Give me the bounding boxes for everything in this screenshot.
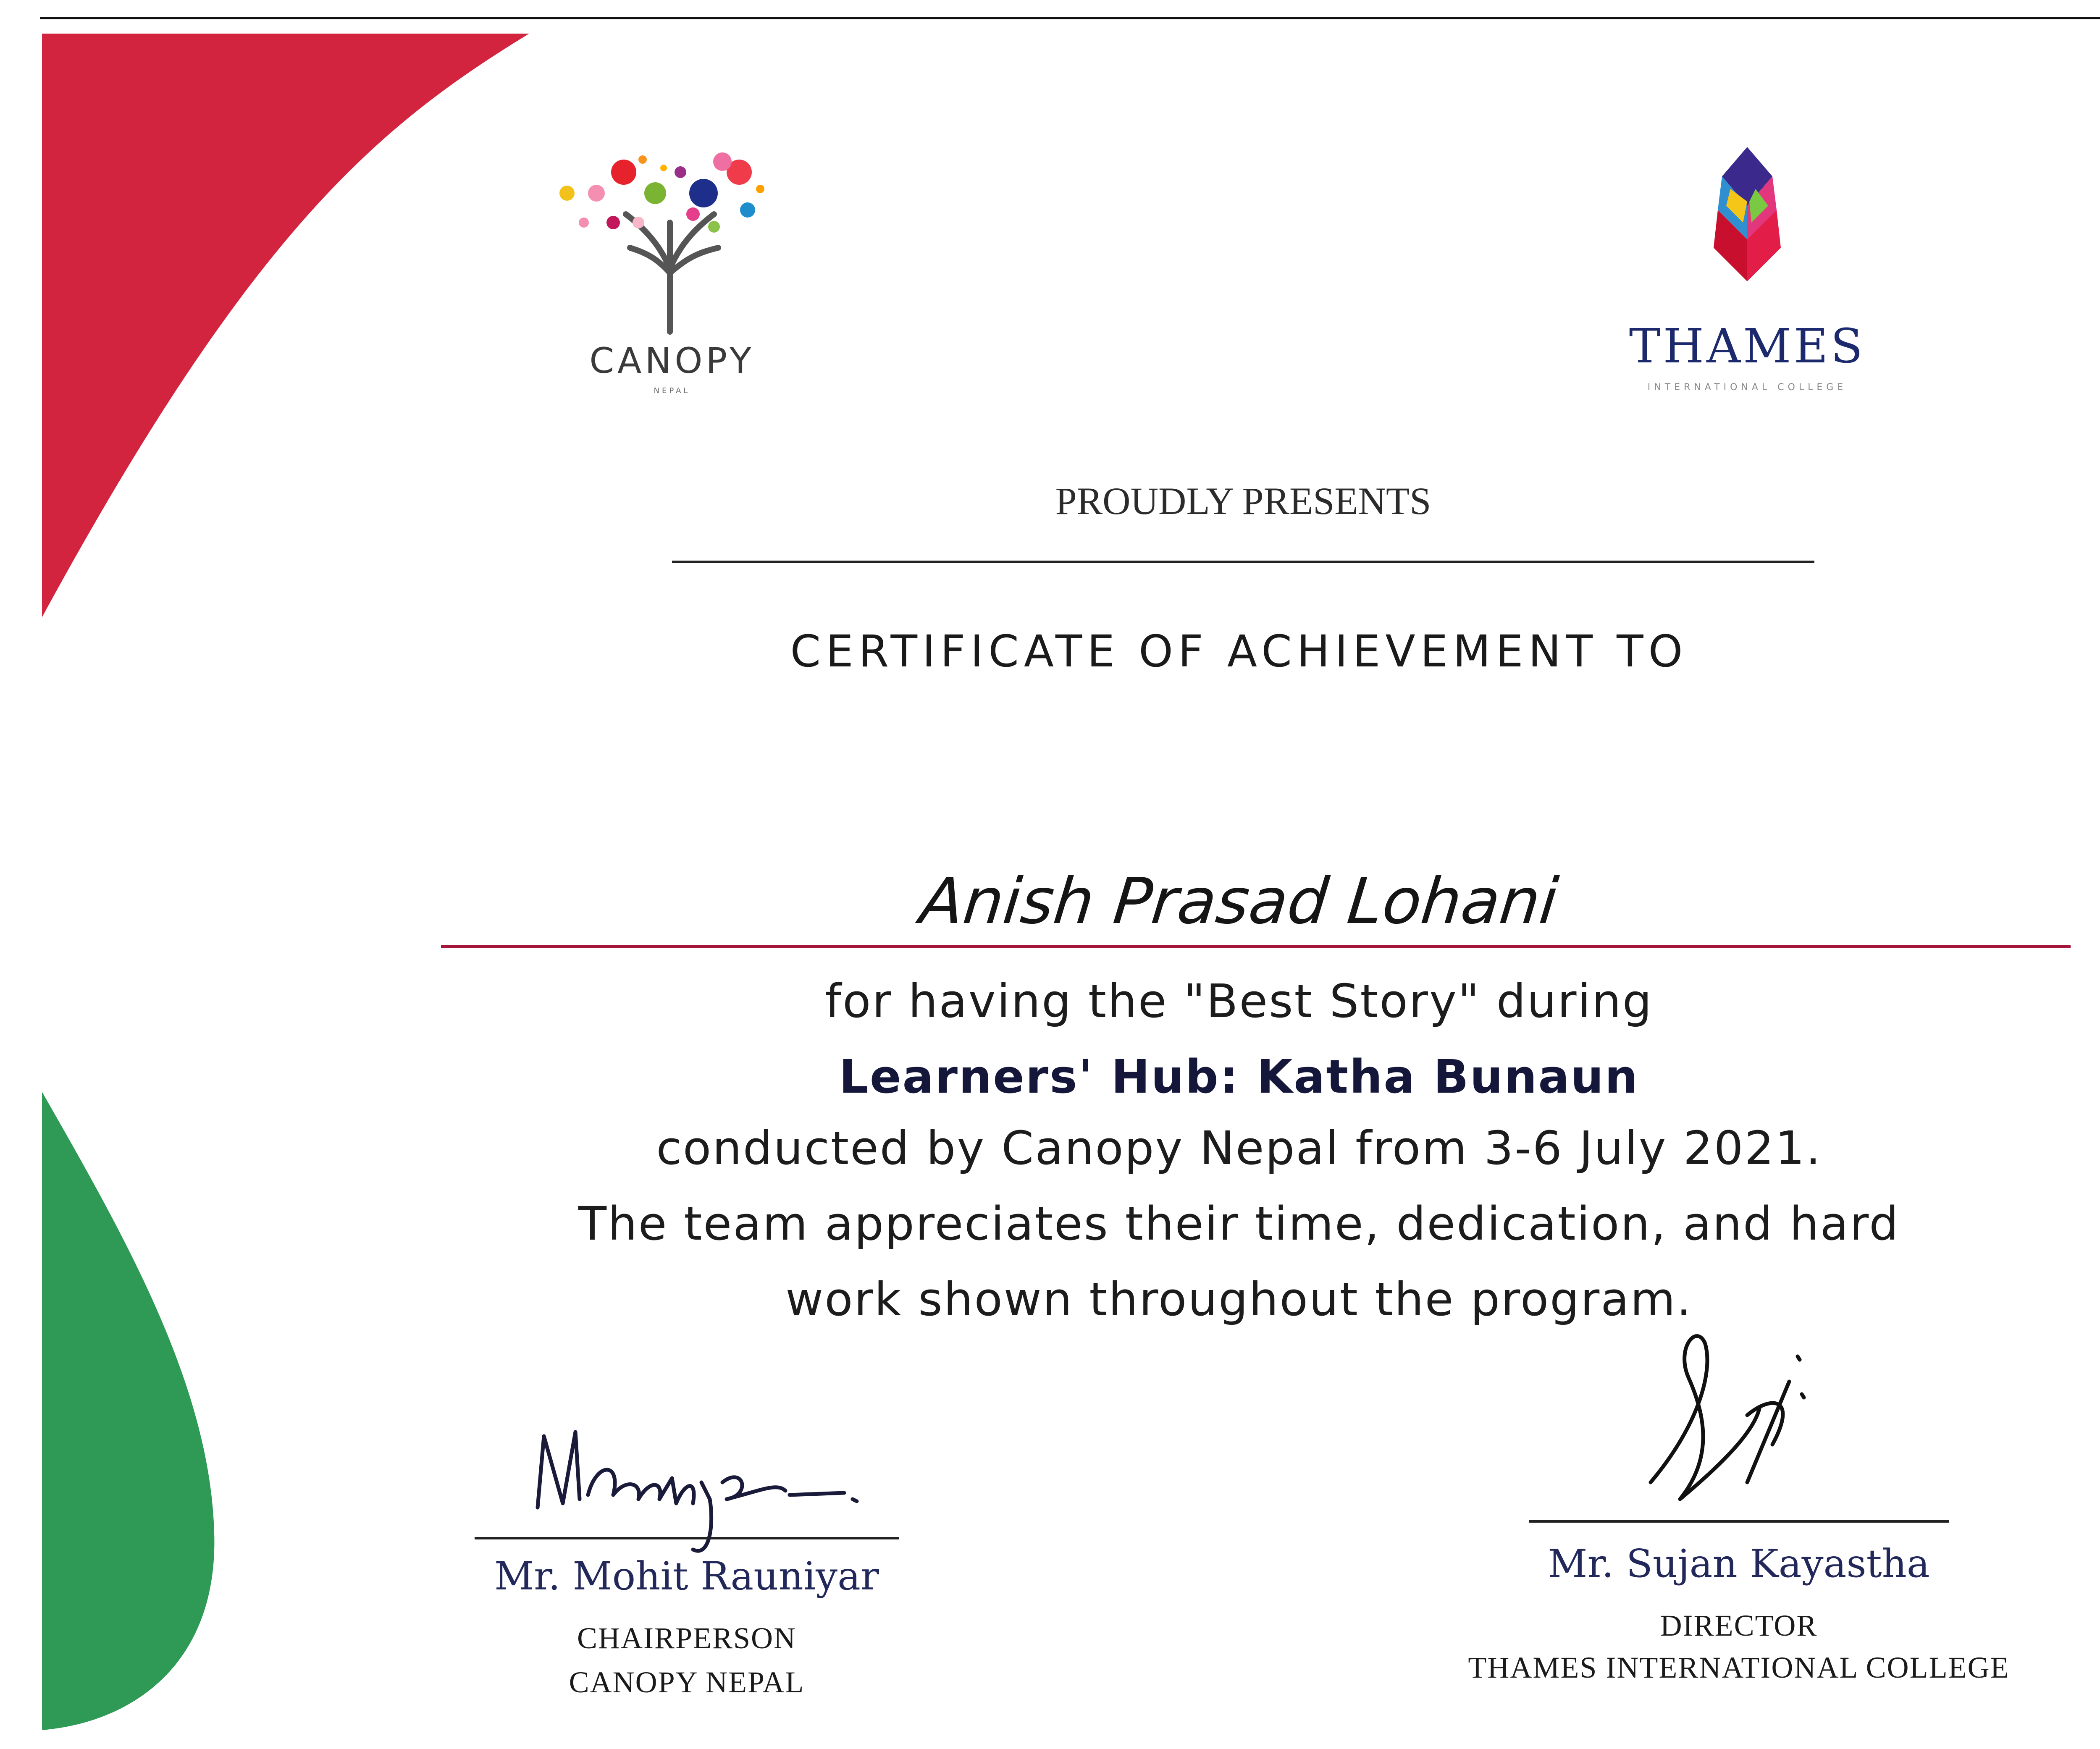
body-line-3: conducted by Canopy Nepal from 3-6 July 2021. [656, 1121, 1822, 1175]
program-name: Learners' Hub: Katha Bunaun [839, 1050, 1639, 1104]
signatory-2-org: THAMES INTERNATIONAL COLLEGE [1468, 1651, 2010, 1684]
signature-line-1 [475, 1537, 899, 1539]
canopy-logo-text: CANOPY [589, 340, 755, 381]
certificate-title: CERTIFICATE OF ACHIEVEMENT TO [790, 626, 1688, 677]
signatory-2-role: DIRECTOR [1660, 1609, 1818, 1642]
body-line-5: work shown throughout the program. [785, 1272, 1693, 1326]
signatory-1-org: CANOPY NEPAL [569, 1665, 805, 1699]
body-line-1: for having the "Best Story" during [825, 974, 1653, 1028]
recipient-name: Anish Prasad Lohani [916, 865, 1562, 938]
signatory-1-name: Mr. Mohit Rauniyar [494, 1554, 879, 1599]
presents-divider [672, 561, 1814, 563]
signature-line-2 [1529, 1520, 1949, 1523]
thames-logo-subtext: INTERNATIONAL COLLEGE [1647, 382, 1847, 393]
canopy-logo [554, 143, 790, 412]
canopy-tree-icon [554, 143, 790, 336]
red-corner-shape [42, 34, 529, 617]
green-corner-shape [42, 1092, 214, 1730]
recipient-underline [441, 945, 2071, 948]
canopy-logo-subtext: NEPAL [654, 386, 690, 395]
thames-logo-text: THAMES [1629, 319, 1866, 374]
presents-heading: PROUDLY PRESENTS [1055, 480, 1431, 522]
signatory-1-role: CHAIRPERSON [577, 1621, 797, 1655]
signature-mohit-rauniyar [525, 1398, 903, 1566]
signatory-2-name: Mr. Sujan Kayastha [1548, 1541, 1930, 1586]
thames-logo [1604, 143, 1890, 420]
thames-emblem-icon [1604, 143, 1890, 311]
signature-sujan-kayastha [1621, 1323, 1873, 1533]
body-line-4: The team appreciates their time, dedication, and hard [578, 1197, 1900, 1251]
